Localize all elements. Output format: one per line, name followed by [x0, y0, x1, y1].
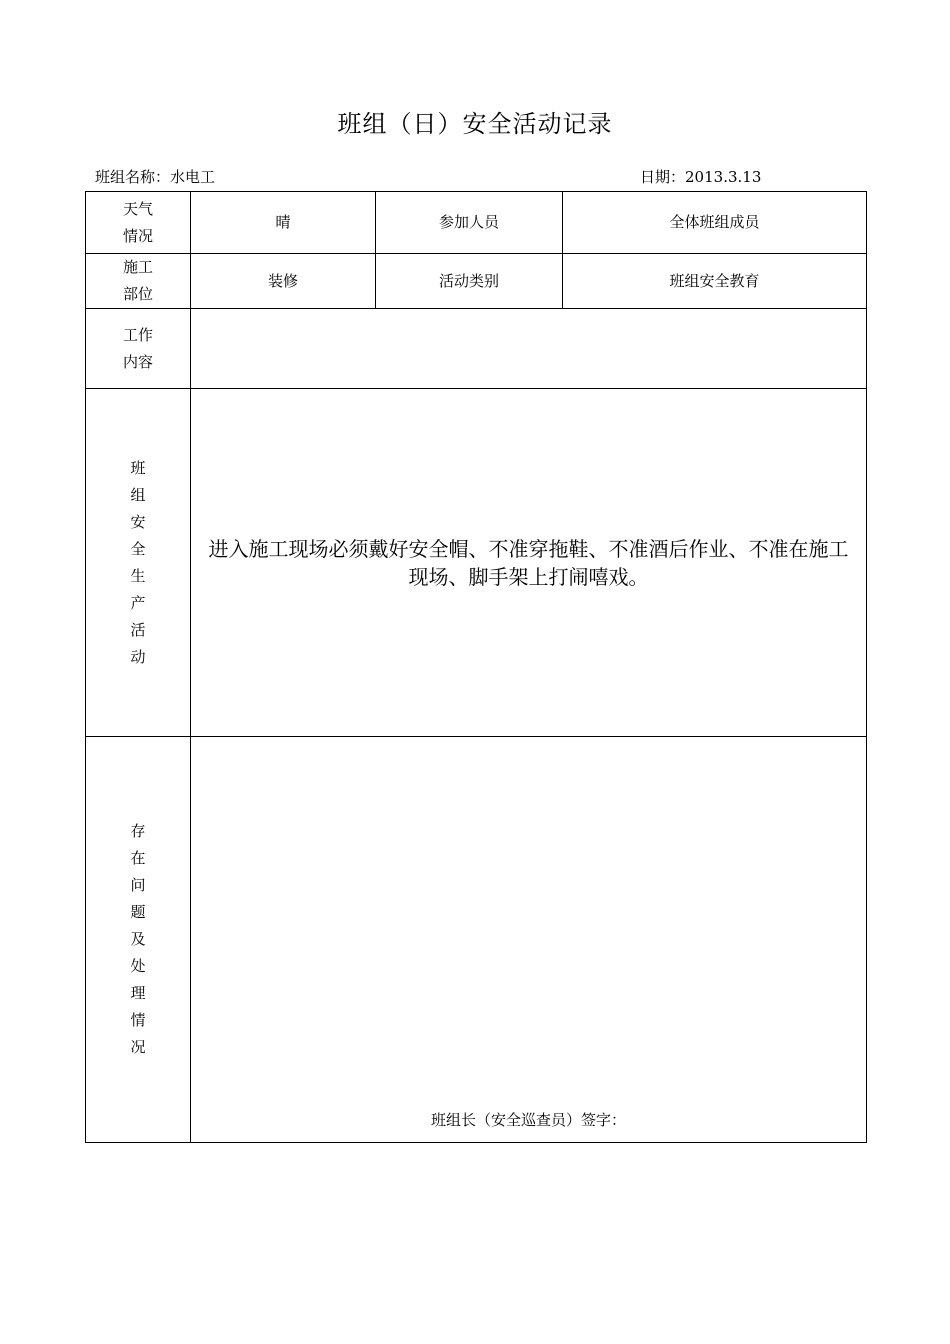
activity-type-value: 班组安全教育: [563, 254, 867, 309]
team-name-label: 班组名称：: [95, 168, 171, 186]
date-label: 日期：: [640, 168, 686, 186]
work-content: [191, 309, 867, 389]
work-label: 工作 内容: [86, 309, 191, 389]
participants-label: 参加人员: [376, 192, 563, 254]
location-label: 施工 部位: [86, 254, 191, 309]
weather-row: [86, 192, 867, 254]
signature-label: 班组长（安全巡查员）签字：: [430, 1111, 626, 1129]
safety-activity-label: 班 组 安 全 生 产 活 动: [86, 389, 191, 737]
weather-label: 天气 情况: [86, 192, 191, 254]
participants-value: 全体班组成员: [563, 192, 867, 254]
location-value: 装修: [191, 254, 376, 309]
activity-type-label: 活动类别: [376, 254, 563, 309]
team-name-value: 水电工: [170, 168, 216, 186]
safety-activity-text: 进入施工现场必须戴好安全帽、不准穿拖鞋、不准酒后作业、不准在施工现场、脚手架上打闹嘻戏。: [208, 536, 849, 589]
team-name-line: [95, 166, 215, 187]
activity-record-table: [85, 191, 867, 1143]
issues-label: 存 在 问 题 及 处 理 情 况: [86, 737, 191, 1143]
location-row: [86, 254, 867, 309]
weather-value: 晴: [191, 192, 376, 254]
issues-content: [191, 737, 867, 1143]
date-line: [640, 166, 761, 187]
work-row: [86, 309, 867, 389]
safety-activity-row: [86, 389, 867, 737]
date-value: 2013.3.13: [685, 168, 762, 186]
page-title: 班组（日）安全活动记录: [337, 110, 613, 138]
safety-activity-content: [191, 389, 867, 737]
issues-row: [86, 737, 867, 1143]
